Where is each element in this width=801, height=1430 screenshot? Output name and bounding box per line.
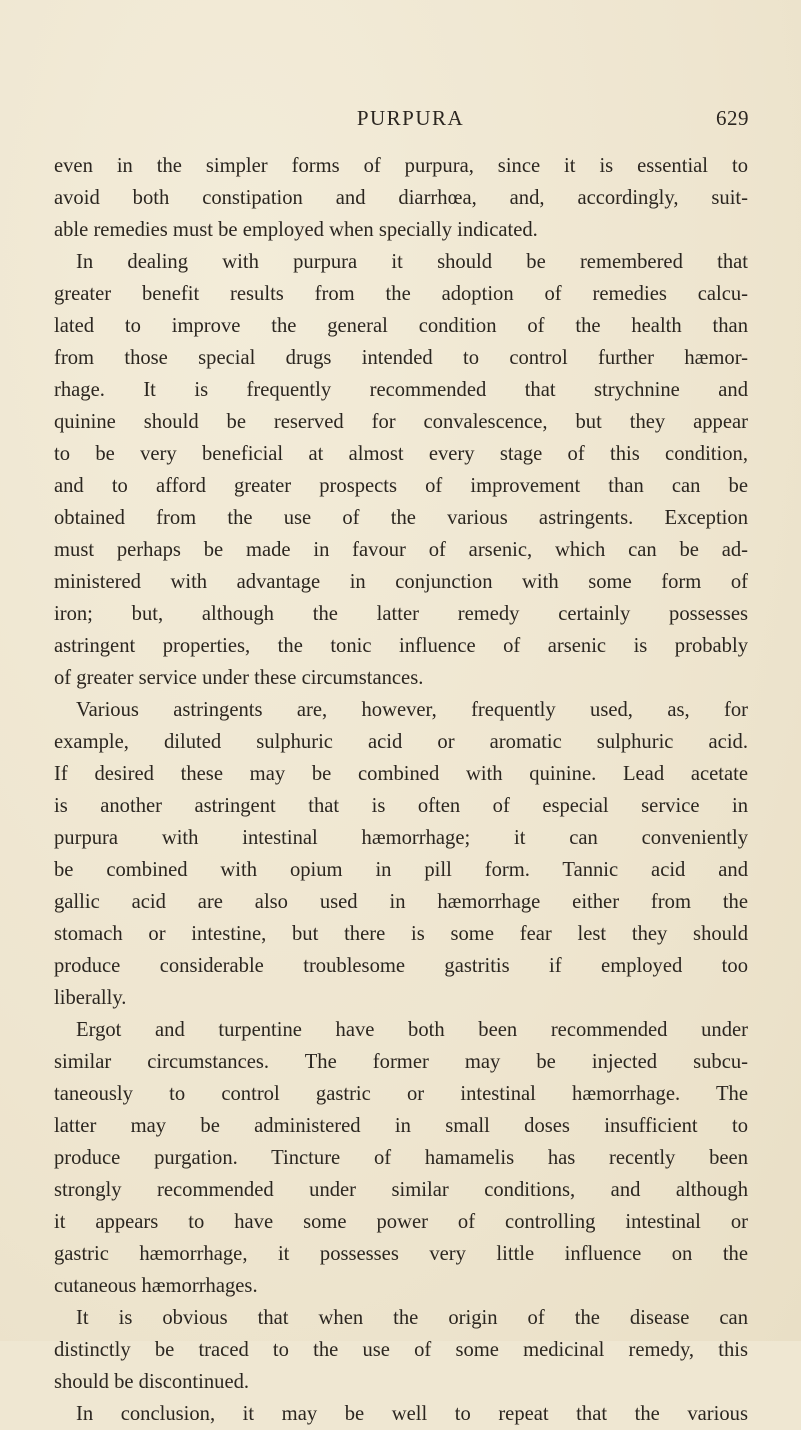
text-line: be combined with opium in pill form. Tannic acid and (54, 859, 748, 881)
text-line: If desired these may be combined with quinine. Lead acetate (54, 763, 748, 785)
text-line: it appears to have some power of controlling intestinal or (54, 1211, 748, 1233)
text-line: able remedies must be employed when specially indicated. (54, 219, 538, 241)
text-line: should be discontinued. (54, 1371, 250, 1393)
text-line: even in the simpler forms of purpura, since it is essential to (54, 155, 748, 177)
text-line: purpura with intestinal hæmorrhage; it can conveniently (54, 827, 748, 849)
running-title: PURPURA (356, 106, 465, 130)
text-line: astringent properties, the tonic influence of arsenic is probably (54, 635, 748, 657)
text-line: from those special drugs intended to control further hæmor- (54, 347, 748, 369)
text-line: similar circumstances. The former may be injected subcu- (54, 1051, 748, 1073)
text-line: example, diluted sulphuric acid or aromatic sulphuric acid. (54, 731, 748, 753)
text-line: greater benefit results from the adoption of remedies calcu- (54, 283, 748, 305)
text-line: distinctly be traced to the use of some medicinal remedy, this (54, 1339, 748, 1361)
text-line: of greater service under these circumstances. (54, 667, 424, 689)
text-line: lated to improve the general condition of the health than (54, 315, 748, 337)
text-line: latter may be administered in small doses insufficient to (54, 1115, 748, 1137)
text-line: produce considerable troublesome gastritis if employed too (54, 955, 748, 977)
text-line: avoid both constipation and diarrhœa, and, accordingly, suit- (54, 187, 748, 209)
text-line: obtained from the use of the various astringents. Exception (54, 507, 748, 529)
text-line: iron; but, although the latter remedy certainly possesses (54, 603, 748, 625)
page-number: 629 (716, 106, 749, 130)
text-line: produce purgation. Tincture of hamamelis has recently been (54, 1147, 748, 1169)
text-line: In conclusion, it may be well to repeat that the various (76, 1403, 748, 1425)
text-line: gallic acid are also used in hæmorrhage either from the (54, 891, 748, 913)
text-line: stomach or intestine, but there is some fear lest they should (54, 923, 748, 945)
text-line: In dealing with purpura it should be remembered that (76, 251, 748, 273)
text-line: and to afford greater prospects of improvement than can be (54, 475, 748, 497)
text-line: strongly recommended under similar conditions, and although (54, 1179, 748, 1201)
running-head (52, 106, 751, 136)
text-line: rhage. It is frequently recommended that strychnine and (54, 379, 748, 401)
text-line: Ergot and turpentine have both been recommended under (76, 1019, 748, 1041)
text-line: to be very beneficial at almost every stage of this condition, (54, 443, 748, 465)
text-line: taneously to control gastric or intestinal hæmorrhage. The (54, 1083, 748, 1105)
text-line: gastric hæmorrhage, it possesses very little influence on the (54, 1243, 748, 1265)
text-line: Various astringents are, however, frequently used, as, for (76, 699, 748, 721)
text-line: is another astringent that is often of especial service in (54, 795, 748, 817)
text-line: must perhaps be made in favour of arsenic, which can be ad- (54, 539, 748, 561)
text-line: liberally. (54, 987, 127, 1009)
body-text (54, 150, 748, 1430)
text-line: cutaneous hæmorrhages. (54, 1275, 258, 1297)
text-line: ministered with advantage in conjunction with some form of (54, 571, 748, 593)
text-line: quinine should be reserved for convalescence, but they appear (54, 411, 748, 433)
text-line: It is obvious that when the origin of the disease can (76, 1307, 748, 1329)
